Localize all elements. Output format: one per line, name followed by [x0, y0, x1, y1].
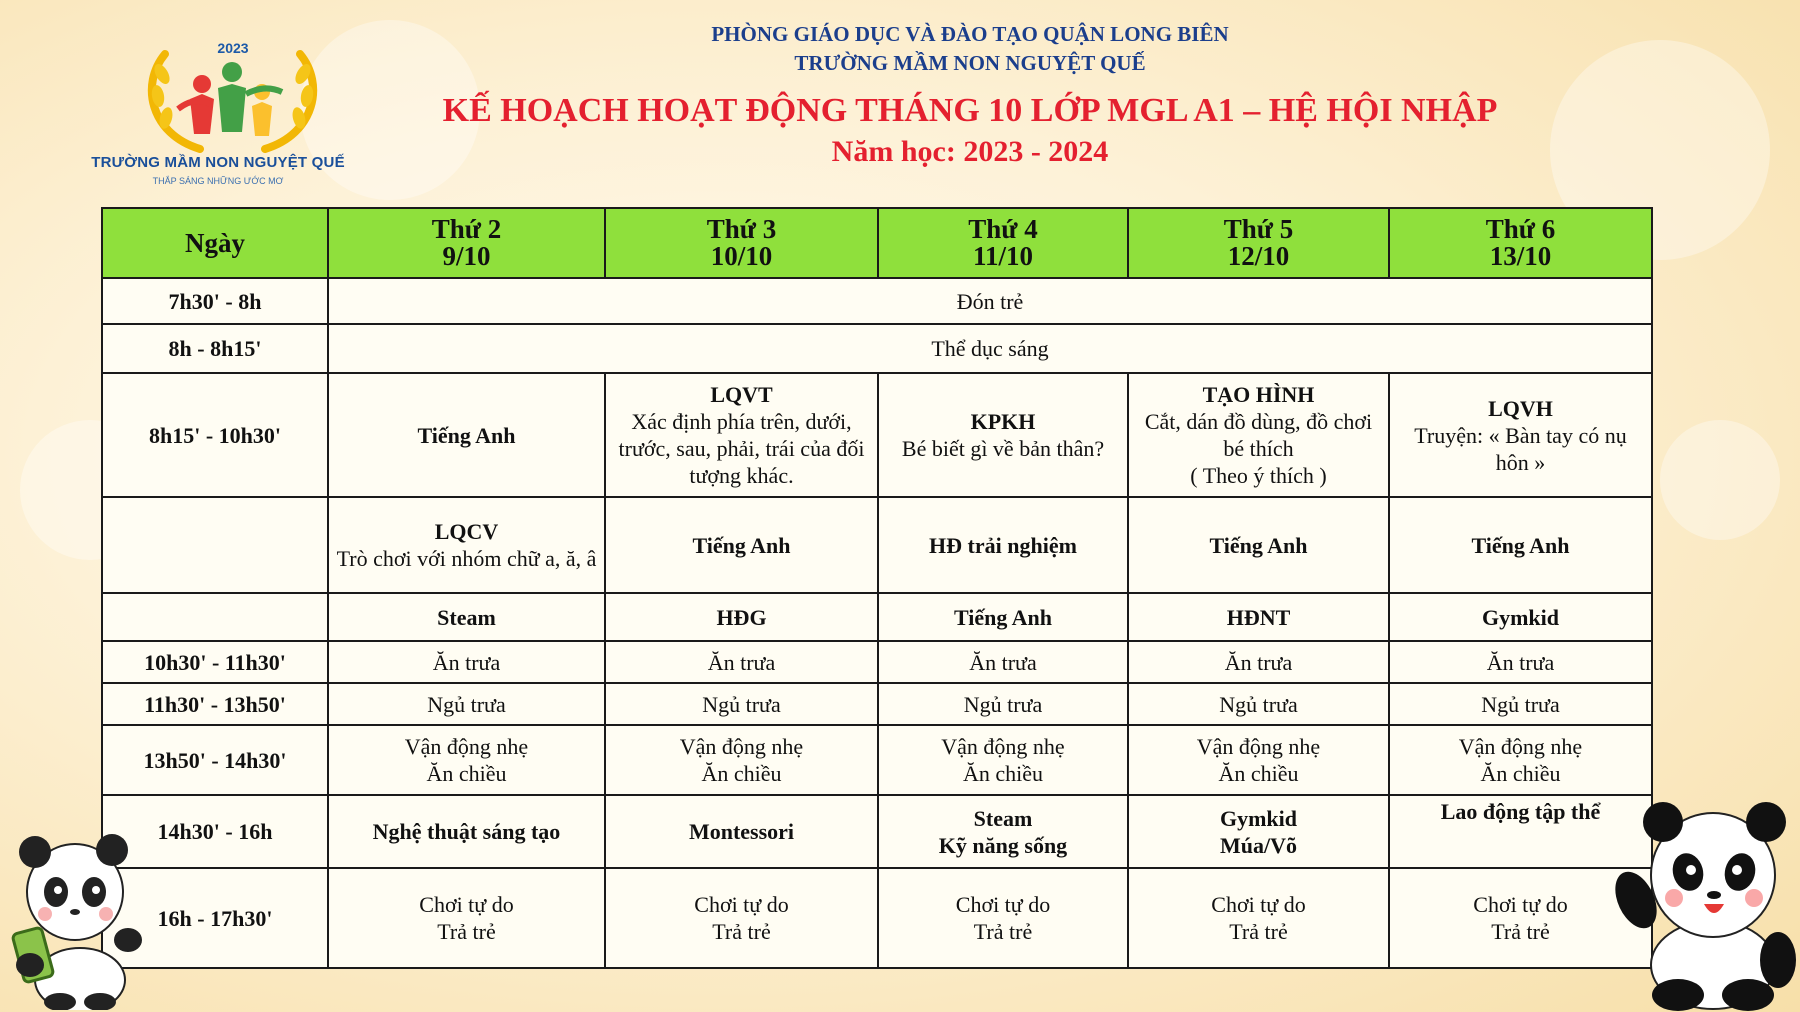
- school-year: Năm học: 2023 - 2024: [831, 135, 1109, 168]
- table-row: [102, 497, 1652, 593]
- activity-cell: Chơi tự do Trả trẻ: [328, 868, 605, 968]
- activity-cell: Vận động nhẹ Ăn chiều: [1128, 725, 1389, 795]
- activity-cell: Montessori: [605, 795, 878, 868]
- activity-cell: Ngủ trưa: [1128, 683, 1389, 725]
- header-row: [102, 208, 1652, 278]
- activity-desc: Xác định phía trên, dưới, trước, sau, phải, trái của đối tượng khác.: [618, 409, 865, 488]
- time-slot: 8h - 8h15': [102, 324, 328, 373]
- activity-cell: Tiếng Anh: [328, 373, 605, 497]
- activity-desc: Bé biết gì về bản thân?: [901, 436, 1105, 461]
- activity-cell: HĐG: [605, 593, 878, 641]
- table-row: [102, 683, 1652, 725]
- day-header-fri: Thứ 6 13/10: [1389, 208, 1652, 278]
- time-slot: 8h15' - 10h30': [102, 373, 328, 497]
- page-header: [440, 20, 1500, 172]
- activity-cell: Vận động nhẹ Ăn chiều: [1389, 725, 1652, 795]
- activity-cell: Tiếng Anh: [1389, 497, 1652, 593]
- activity-cell: Tiếng Anh: [1128, 497, 1389, 593]
- day-header-tue: Thứ 3 10/10: [605, 208, 878, 278]
- time-slot: 11h30' - 13h50': [102, 683, 328, 725]
- activity-cell: Vận động nhẹ Ăn chiều: [878, 725, 1128, 795]
- time-slot: 16h - 17h30': [102, 868, 328, 968]
- activity-cell: Tiếng Anh: [605, 497, 878, 593]
- activity-cell: [1389, 373, 1652, 497]
- day-header-wed: Thứ 4 11/10: [878, 208, 1128, 278]
- table-row: [102, 278, 1652, 324]
- activity-cell: Gymkid: [1389, 593, 1652, 641]
- table-row: [102, 641, 1652, 683]
- table-row: [102, 373, 1652, 497]
- activity-desc: Cắt, dán đồ dùng, đồ chơi bé thích: [1144, 409, 1373, 461]
- day-header-mon: Thứ 2 9/10: [328, 208, 605, 278]
- table-row: [102, 795, 1652, 868]
- activity-cell: Gymkid Múa/Võ: [1128, 795, 1389, 868]
- activity-cell: [328, 497, 605, 593]
- school-logo: [70, 14, 345, 194]
- logo-slogan: THẮP SÁNG NHỮNG ƯỚC MƠ: [152, 176, 284, 186]
- school-name: TRƯỜNG MẦM NON NGUYỆT QUẾ: [794, 51, 1146, 75]
- activity-cell: Đón trẻ: [328, 278, 1652, 324]
- time-slot: 10h30' - 11h30': [102, 641, 328, 683]
- table-row: [102, 324, 1652, 373]
- activity-title: TẠO HÌNH: [1202, 382, 1315, 407]
- activity-cell: Steam: [328, 593, 605, 641]
- time-slot: 14h30' - 16h: [102, 795, 328, 868]
- activity-cell: Ăn trưa: [1389, 641, 1652, 683]
- time-slot: 7h30' - 8h: [102, 278, 328, 324]
- activity-title: LQVT: [710, 382, 773, 407]
- activity-desc: Truyện: « Bàn tay có nụ hôn »: [1414, 422, 1627, 475]
- activity-cell: Tiếng Anh: [878, 593, 1128, 641]
- activity-title: LQCV: [434, 519, 499, 544]
- activity-cell: Ngủ trưa: [1389, 683, 1652, 725]
- activity-cell: Ngủ trưa: [878, 683, 1128, 725]
- logo-year: 2023: [217, 40, 249, 56]
- activity-cell: Thể dục sáng: [328, 324, 1652, 373]
- background-bokeh: [1660, 420, 1780, 540]
- activity-cell: Ăn trưa: [328, 641, 605, 683]
- activity-note: ( Theo ý thích ): [1190, 463, 1327, 488]
- table-row: [102, 868, 1652, 968]
- activity-cell: Nghệ thuật sáng tạo: [328, 795, 605, 868]
- page-title: KẾ HOẠCH HOẠT ĐỘNG THÁNG 10 LỚP MGL A1 – HỆ HỘI NHẬP: [442, 92, 1498, 129]
- day-header-thu: Thứ 5 12/10: [1128, 208, 1389, 278]
- table-row: [102, 593, 1652, 641]
- activity-title: KPKH: [970, 409, 1036, 434]
- activity-cell: [605, 373, 878, 497]
- activity-cell: Chơi tự do Trả trẻ: [878, 868, 1128, 968]
- panda-phone-icon: [0, 830, 170, 1010]
- activity-cell: Lao động tập thể: [1389, 795, 1652, 868]
- time-slot: [102, 497, 328, 593]
- time-slot: 13h50' - 14h30': [102, 725, 328, 795]
- activity-cell: Ăn trưa: [1128, 641, 1389, 683]
- department-name: PHÒNG GIÁO DỤC VÀ ĐÀO TẠO QUẬN LONG BIÊN: [711, 22, 1229, 46]
- panda-waving-icon: [1608, 790, 1800, 1012]
- activity-cell: Ngủ trưa: [605, 683, 878, 725]
- activity-cell: HĐNT: [1128, 593, 1389, 641]
- time-slot: [102, 593, 328, 641]
- activity-cell: Vận động nhẹ Ăn chiều: [328, 725, 605, 795]
- activity-cell: HĐ trải nghiệm: [878, 497, 1128, 593]
- activity-cell: Ăn trưa: [878, 641, 1128, 683]
- schedule-table: [101, 207, 1653, 969]
- activity-cell: Chơi tự do Trả trẻ: [1389, 868, 1652, 968]
- activity-cell: [878, 373, 1128, 497]
- activity-desc: Trò chơi với nhóm chữ a, ă, â: [336, 546, 597, 571]
- table-row: [102, 725, 1652, 795]
- day-column-header: Ngày: [102, 208, 328, 278]
- activity-cell: [1128, 373, 1389, 497]
- activity-cell: Chơi tự do Trả trẻ: [1128, 868, 1389, 968]
- activity-cell: Vận động nhẹ Ăn chiều: [605, 725, 878, 795]
- activity-cell: Ăn trưa: [605, 641, 878, 683]
- activity-cell: Ngủ trưa: [328, 683, 605, 725]
- logo-school-name: TRƯỜNG MẦM NON NGUYỆT QUẾ: [91, 154, 345, 171]
- activity-title: LQVH: [1488, 395, 1553, 421]
- activity-cell: Steam Kỹ năng sống: [878, 795, 1128, 868]
- activity-cell: Chơi tự do Trả trẻ: [605, 868, 878, 968]
